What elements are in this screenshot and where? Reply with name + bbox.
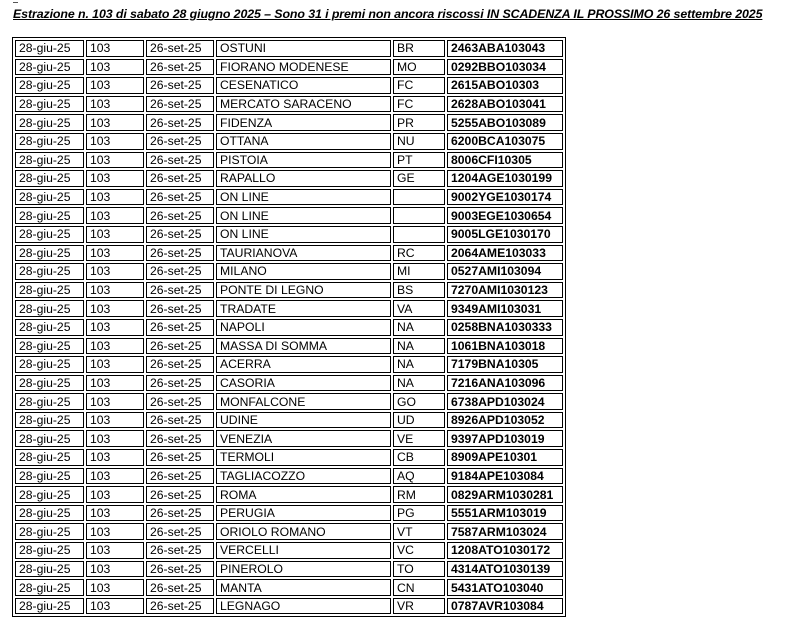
draw-number-cell: 103 (86, 263, 144, 280)
province-cell: BR (393, 40, 445, 57)
ticket-code-cell: 9397APD103019 (447, 430, 563, 447)
draw-number-cell: 103 (86, 412, 144, 429)
draw-number-cell: 103 (86, 152, 144, 169)
city-cell: OSTUNI (216, 40, 391, 57)
draw-number-cell: 103 (86, 338, 144, 355)
draw-date-cell: 28-giu-25 (15, 523, 84, 540)
ticket-code-cell: 9184APE103084 (447, 468, 563, 485)
expiry-date-cell: 26-set-25 (146, 338, 214, 355)
draw-date-cell: 28-giu-25 (15, 579, 84, 596)
ticket-code-cell: 9002YGE1030174 (447, 189, 563, 206)
draw-date-cell: 28-giu-25 (15, 542, 84, 559)
draw-date-cell: 28-giu-25 (15, 59, 84, 76)
draw-date-cell: 28-giu-25 (15, 114, 84, 131)
table-row (15, 449, 563, 466)
table-row (15, 486, 563, 503)
draw-number-cell: 103 (86, 59, 144, 76)
province-cell: NA (393, 319, 445, 336)
city-cell: NAPOLI (216, 319, 391, 336)
table-row (15, 375, 563, 392)
table-row (15, 300, 563, 317)
ticket-code-cell: 5255ABO103089 (447, 114, 563, 131)
expiry-date-cell: 26-set-25 (146, 207, 214, 224)
ticket-code-cell: 0292BBO103034 (447, 59, 563, 76)
ticket-code-cell: 7587ARM103024 (447, 523, 563, 540)
province-cell: VE (393, 430, 445, 447)
city-cell: FIORANO MODENESE (216, 59, 391, 76)
city-cell: MILANO (216, 263, 391, 280)
table-row (15, 579, 563, 596)
draw-date-cell: 28-giu-25 (15, 40, 84, 57)
table-row (15, 170, 563, 187)
expiry-date-cell: 26-set-25 (146, 170, 214, 187)
city-cell: UDINE (216, 412, 391, 429)
expiry-date-cell: 26-set-25 (146, 77, 214, 94)
table-row (15, 207, 563, 224)
corner-mark (13, 2, 18, 3)
ticket-code-cell: 8006CFI10305 (447, 152, 563, 169)
expiry-date-cell: 26-set-25 (146, 468, 214, 485)
city-cell: TAURIANOVA (216, 245, 391, 262)
province-cell: NU (393, 133, 445, 150)
table-row (15, 152, 563, 169)
province-cell: GO (393, 393, 445, 410)
province-cell: PG (393, 505, 445, 522)
draw-number-cell: 103 (86, 77, 144, 94)
ticket-code-cell: 9005LGE1030170 (447, 226, 563, 243)
table-row (15, 77, 563, 94)
expiry-date-cell: 26-set-25 (146, 430, 214, 447)
expiry-date-cell: 26-set-25 (146, 579, 214, 596)
expiry-date-cell: 26-set-25 (146, 96, 214, 113)
table-row (15, 393, 563, 410)
draw-date-cell: 28-giu-25 (15, 486, 84, 503)
draw-number-cell: 103 (86, 449, 144, 466)
province-cell: RC (393, 245, 445, 262)
draw-number-cell: 103 (86, 319, 144, 336)
province-cell: PR (393, 114, 445, 131)
ticket-code-cell: 0829ARM1030281 (447, 486, 563, 503)
draw-date-cell: 28-giu-25 (15, 468, 84, 485)
draw-number-cell: 103 (86, 226, 144, 243)
draw-number-cell: 103 (86, 486, 144, 503)
city-cell: ON LINE (216, 226, 391, 243)
draw-number-cell: 103 (86, 245, 144, 262)
draw-number-cell: 103 (86, 579, 144, 596)
table-row (15, 468, 563, 485)
province-cell: MI (393, 263, 445, 280)
ticket-code-cell: 2628ABO103041 (447, 96, 563, 113)
draw-date-cell: 28-giu-25 (15, 96, 84, 113)
ticket-code-cell: 6738APD103024 (447, 393, 563, 410)
draw-date-cell: 28-giu-25 (15, 430, 84, 447)
draw-number-cell: 103 (86, 133, 144, 150)
prize-table-body (15, 40, 563, 614)
table-row (15, 114, 563, 131)
city-cell: VENEZIA (216, 430, 391, 447)
draw-number-cell: 103 (86, 375, 144, 392)
province-cell: NA (393, 356, 445, 373)
expiry-date-cell: 26-set-25 (146, 245, 214, 262)
province-cell: VC (393, 542, 445, 559)
expiry-date-cell: 26-set-25 (146, 542, 214, 559)
province-cell: FC (393, 77, 445, 94)
draw-number-cell: 103 (86, 40, 144, 57)
table-row (15, 282, 563, 299)
draw-date-cell: 28-giu-25 (15, 319, 84, 336)
ticket-code-cell: 0787AVR103084 (447, 598, 563, 615)
expiry-date-cell: 26-set-25 (146, 598, 214, 615)
city-cell: TAGLIACOZZO (216, 468, 391, 485)
expiry-date-cell: 26-set-25 (146, 114, 214, 131)
province-cell: MO (393, 59, 445, 76)
province-cell (393, 207, 445, 224)
expiry-date-cell: 26-set-25 (146, 449, 214, 466)
expiry-date-cell: 26-set-25 (146, 393, 214, 410)
draw-number-cell: 103 (86, 505, 144, 522)
ticket-code-cell: 1204AGE1030199 (447, 170, 563, 187)
province-cell: AQ (393, 468, 445, 485)
ticket-code-cell: 4314ATO1030139 (447, 561, 563, 578)
province-cell: PT (393, 152, 445, 169)
page-title: Estrazione n. 103 di sabato 28 giugno 2025 – Sono 31 i premi non ancora riscossi IN SCADENZA IL PROSSIMO 26 settembre 2025 (13, 7, 763, 21)
ticket-code-cell: 7179BNA10305 (447, 356, 563, 373)
city-cell: MERCATO SARACENO (216, 96, 391, 113)
draw-number-cell: 103 (86, 300, 144, 317)
ticket-code-cell: 2064AME103033 (447, 245, 563, 262)
ticket-code-cell: 6200BCA103075 (447, 133, 563, 150)
province-cell: VT (393, 523, 445, 540)
table-row (15, 319, 563, 336)
draw-number-cell: 103 (86, 282, 144, 299)
city-cell: ACERRA (216, 356, 391, 373)
expiry-date-cell: 26-set-25 (146, 263, 214, 280)
ticket-code-cell: 7216ANA103096 (447, 375, 563, 392)
city-cell: PISTOIA (216, 152, 391, 169)
draw-date-cell: 28-giu-25 (15, 375, 84, 392)
province-cell (393, 226, 445, 243)
draw-date-cell: 28-giu-25 (15, 561, 84, 578)
draw-number-cell: 103 (86, 96, 144, 113)
expiry-date-cell: 26-set-25 (146, 189, 214, 206)
ticket-code-cell: 2615ABO10303 (447, 77, 563, 94)
city-cell: RAPALLO (216, 170, 391, 187)
ticket-code-cell: 1061BNA103018 (447, 338, 563, 355)
province-cell: FC (393, 96, 445, 113)
city-cell: CESENATICO (216, 77, 391, 94)
province-cell: VR (393, 598, 445, 615)
table-row (15, 523, 563, 540)
city-cell: ORIOLO ROMANO (216, 523, 391, 540)
ticket-code-cell: 8926APD103052 (447, 412, 563, 429)
province-cell: NA (393, 338, 445, 355)
city-cell: PONTE DI LEGNO (216, 282, 391, 299)
draw-date-cell: 28-giu-25 (15, 338, 84, 355)
province-cell: CB (393, 449, 445, 466)
draw-date-cell: 28-giu-25 (15, 226, 84, 243)
province-cell (393, 189, 445, 206)
province-cell: VA (393, 300, 445, 317)
table-row (15, 96, 563, 113)
province-cell: BS (393, 282, 445, 299)
ticket-code-cell: 5551ARM103019 (447, 505, 563, 522)
draw-date-cell: 28-giu-25 (15, 356, 84, 373)
city-cell: ON LINE (216, 207, 391, 224)
expiry-date-cell: 26-set-25 (146, 282, 214, 299)
city-cell: ON LINE (216, 189, 391, 206)
city-cell: MANTA (216, 579, 391, 596)
expiry-date-cell: 26-set-25 (146, 523, 214, 540)
ticket-code-cell: 5431ATO103040 (447, 579, 563, 596)
draw-number-cell: 103 (86, 114, 144, 131)
draw-date-cell: 28-giu-25 (15, 263, 84, 280)
draw-number-cell: 103 (86, 542, 144, 559)
province-cell: TO (393, 561, 445, 578)
draw-date-cell: 28-giu-25 (15, 170, 84, 187)
draw-number-cell: 103 (86, 430, 144, 447)
expiry-date-cell: 26-set-25 (146, 561, 214, 578)
table-row (15, 40, 563, 57)
prize-table (12, 37, 566, 617)
ticket-code-cell: 0527AMI103094 (447, 263, 563, 280)
draw-date-cell: 28-giu-25 (15, 300, 84, 317)
draw-number-cell: 103 (86, 468, 144, 485)
draw-date-cell: 28-giu-25 (15, 207, 84, 224)
expiry-date-cell: 26-set-25 (146, 226, 214, 243)
table-row (15, 245, 563, 262)
expiry-date-cell: 26-set-25 (146, 152, 214, 169)
expiry-date-cell: 26-set-25 (146, 505, 214, 522)
table-row (15, 505, 563, 522)
table-row (15, 356, 563, 373)
expiry-date-cell: 26-set-25 (146, 486, 214, 503)
expiry-date-cell: 26-set-25 (146, 40, 214, 57)
expiry-date-cell: 26-set-25 (146, 375, 214, 392)
ticket-code-cell: 8909APE10301 (447, 449, 563, 466)
draw-number-cell: 103 (86, 561, 144, 578)
table-row (15, 561, 563, 578)
draw-number-cell: 103 (86, 356, 144, 373)
city-cell: MASSA DI SOMMA (216, 338, 391, 355)
table-row (15, 263, 563, 280)
table-row (15, 59, 563, 76)
draw-date-cell: 28-giu-25 (15, 189, 84, 206)
draw-number-cell: 103 (86, 189, 144, 206)
draw-date-cell: 28-giu-25 (15, 152, 84, 169)
expiry-date-cell: 26-set-25 (146, 412, 214, 429)
draw-number-cell: 103 (86, 393, 144, 410)
ticket-code-cell: 9003EGE1030654 (447, 207, 563, 224)
province-cell: RM (393, 486, 445, 503)
draw-date-cell: 28-giu-25 (15, 245, 84, 262)
draw-date-cell: 28-giu-25 (15, 77, 84, 94)
city-cell: TERMOLI (216, 449, 391, 466)
province-cell: UD (393, 412, 445, 429)
city-cell: PINEROLO (216, 561, 391, 578)
draw-number-cell: 103 (86, 207, 144, 224)
table-row (15, 542, 563, 559)
draw-date-cell: 28-giu-25 (15, 412, 84, 429)
draw-date-cell: 28-giu-25 (15, 505, 84, 522)
province-cell: NA (393, 375, 445, 392)
province-cell: CN (393, 579, 445, 596)
draw-date-cell: 28-giu-25 (15, 449, 84, 466)
draw-date-cell: 28-giu-25 (15, 133, 84, 150)
table-row (15, 430, 563, 447)
table-row (15, 226, 563, 243)
province-cell: GE (393, 170, 445, 187)
city-cell: VERCELLI (216, 542, 391, 559)
draw-date-cell: 28-giu-25 (15, 393, 84, 410)
ticket-code-cell: 1208ATO1030172 (447, 542, 563, 559)
draw-number-cell: 103 (86, 170, 144, 187)
draw-date-cell: 28-giu-25 (15, 282, 84, 299)
expiry-date-cell: 26-set-25 (146, 133, 214, 150)
ticket-code-cell: 2463ABA103043 (447, 40, 563, 57)
expiry-date-cell: 26-set-25 (146, 319, 214, 336)
expiry-date-cell: 26-set-25 (146, 300, 214, 317)
table-row (15, 598, 563, 615)
city-cell: PERUGIA (216, 505, 391, 522)
table-row (15, 133, 563, 150)
draw-date-cell: 28-giu-25 (15, 598, 84, 615)
city-cell: OTTANA (216, 133, 391, 150)
table-row (15, 338, 563, 355)
ticket-code-cell: 0258BNA1030333 (447, 319, 563, 336)
table-row (15, 189, 563, 206)
table-row (15, 412, 563, 429)
city-cell: ROMA (216, 486, 391, 503)
draw-number-cell: 103 (86, 523, 144, 540)
city-cell: TRADATE (216, 300, 391, 317)
city-cell: FIDENZA (216, 114, 391, 131)
ticket-code-cell: 7270AMI1030123 (447, 282, 563, 299)
expiry-date-cell: 26-set-25 (146, 356, 214, 373)
expiry-date-cell: 26-set-25 (146, 59, 214, 76)
city-cell: MONFALCONE (216, 393, 391, 410)
city-cell: CASORIA (216, 375, 391, 392)
draw-number-cell: 103 (86, 598, 144, 615)
city-cell: LEGNAGO (216, 598, 391, 615)
ticket-code-cell: 9349AMI103031 (447, 300, 563, 317)
